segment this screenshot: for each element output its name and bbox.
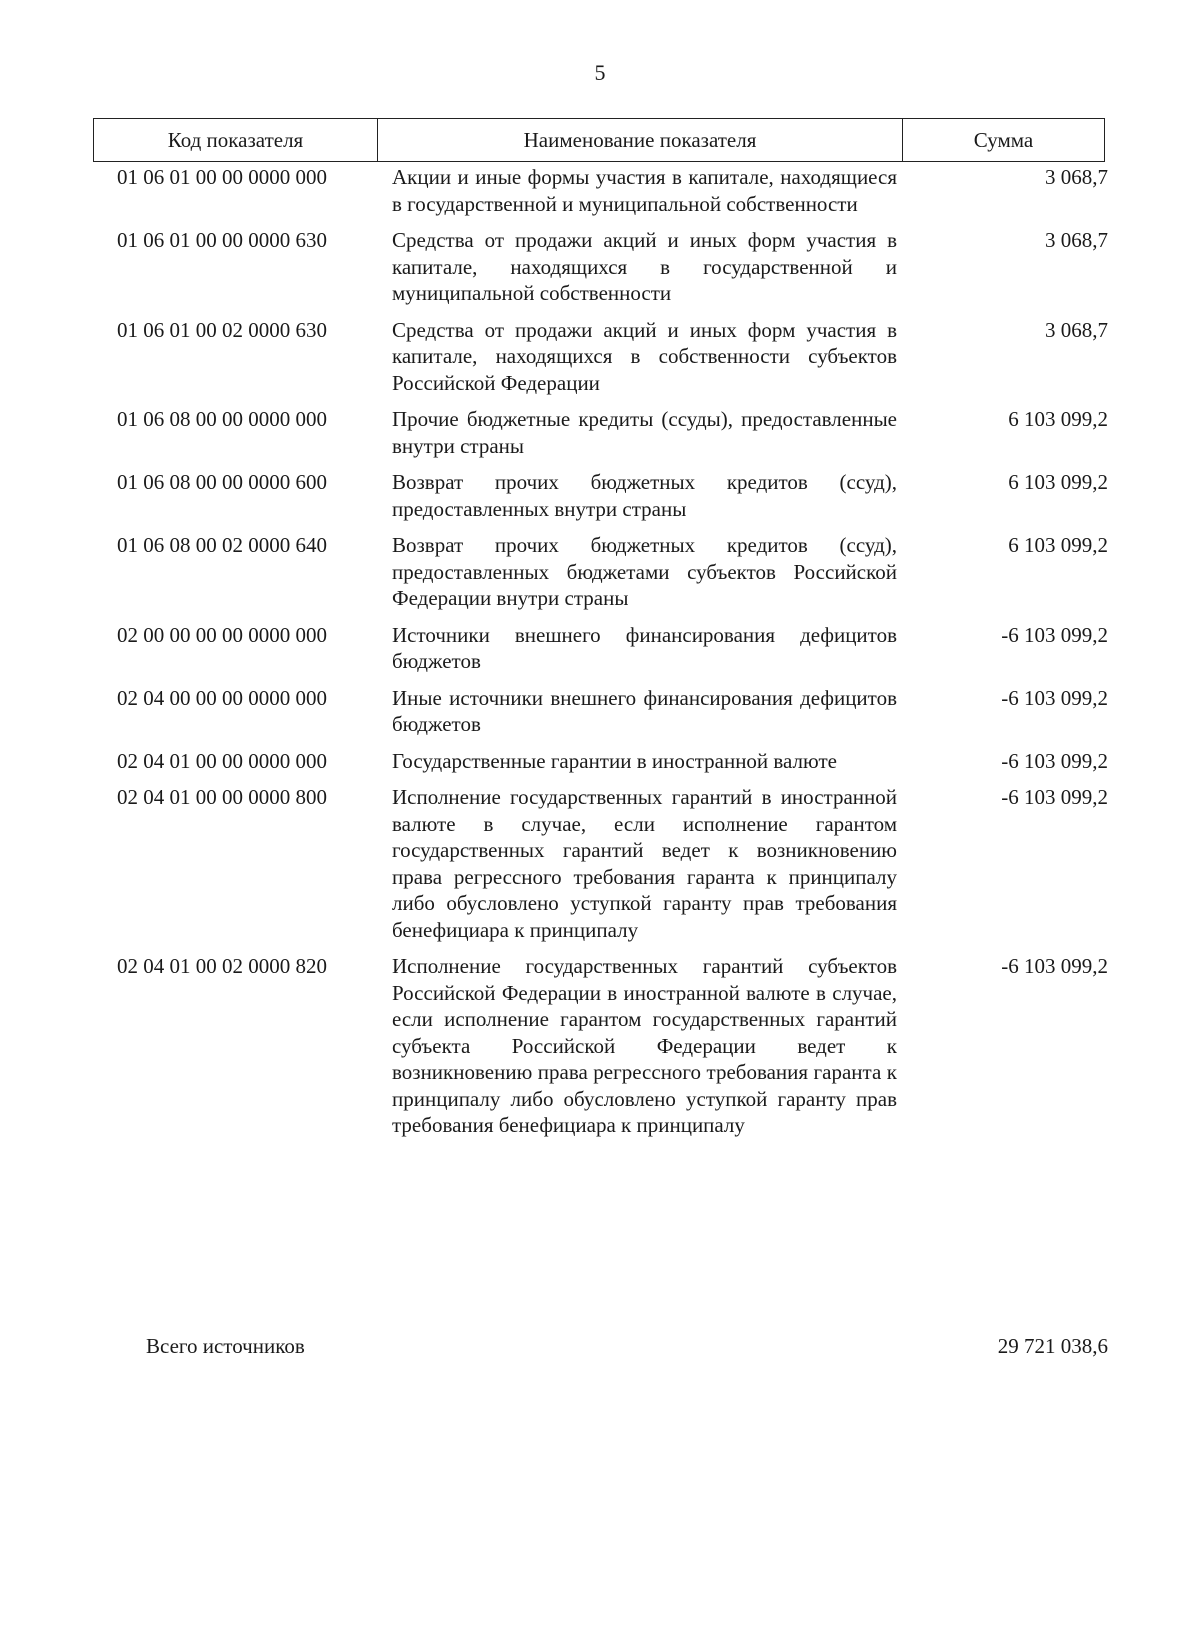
row-amount: 3 068,7 [1045,228,1108,252]
header-amount: Сумма [973,127,1034,152]
row-amount: -6 103 099,2 [1001,954,1108,978]
header-name: Наименование показателя [378,119,903,161]
row-amount: 6 103 099,2 [1008,470,1108,494]
row-name: Акции и иные формы участия в капитале, находящиеся в государственной и муниципальной собственности [392,165,897,216]
table-row [0,317,1200,397]
total-amount: 29 721 038,6 [997,1334,1108,1358]
table-row [0,784,1200,943]
row-name: Средства от продажи акций и иных форм участия в капитале, находящихся в собственности субъектов Российской Федерации [392,317,897,395]
row-code: 01 06 01 00 02 0000 630 [117,317,327,342]
row-code: 01 06 08 00 02 0000 640 [117,533,327,557]
table-row [0,164,1200,217]
row-amount: -6 103 099,2 [1001,748,1108,773]
row-name: Исполнение государственных гарантий в иностранной валюте в случае, если исполнение гарантом государственных гарантий ведет к возникновению права регрессного требования гаранта к принципалу либо обусловлено уступкой гаранту прав требования бенефициара к принципалу [392,785,897,942]
row-code: 01 06 01 00 00 0000 000 [117,165,327,189]
row-name: Исполнение государственных гарантий субъектов Российской Федерации в иностранной валюте в случае, если исполнение гарантом государственных гарантий субъекта Российской Федерации ведет к возникновению права регрессного требования гаранта к принципалу либо обусловлено уступкой гаранту прав требования бенефициара к принципалу [392,954,897,1137]
row-code: 01 06 01 00 00 0000 630 [117,228,327,252]
row-code: 01 06 08 00 00 0000 000 [117,407,327,431]
table-row [0,953,1200,1139]
header-code: Код показателя [94,119,378,161]
row-name: Возврат прочих бюджетных кредитов (ссуд), предоставленных внутри страны [392,470,897,521]
row-amount: -6 103 099,2 [1001,622,1108,647]
table-row [0,622,1200,675]
total-label: Всего источников [146,1334,305,1358]
row-amount: 6 103 099,2 [1008,407,1108,431]
page-number: 5 [594,60,606,85]
table-row [0,227,1200,307]
row-name: Средства от продажи акций и иных форм участия в капитале, находящихся в государственной и муниципальной собственности [392,228,897,305]
table-row [0,748,1200,775]
row-code: 02 04 01 00 00 0000 800 [117,785,327,809]
row-code: 01 06 08 00 00 0000 600 [117,470,327,494]
table-row [0,406,1200,459]
row-code: 02 04 01 00 02 0000 820 [117,954,327,978]
row-name: Источники внешнего финансирования дефицитов бюджетов [392,622,897,673]
row-amount: -6 103 099,2 [1001,685,1108,710]
table-row [0,469,1200,522]
table-body [0,164,1200,1139]
row-name: Иные источники внешнего финансирования дефицитов бюджетов [392,685,897,736]
row-amount: 3 068,7 [1045,317,1108,342]
table-row [0,532,1200,612]
row-code: 02 04 00 00 00 0000 000 [117,685,327,710]
row-amount: -6 103 099,2 [1001,785,1108,809]
row-code: 02 00 00 00 00 0000 000 [117,622,327,647]
row-name: Государственные гарантии в иностранной валюте [392,748,837,773]
row-code: 02 04 01 00 00 0000 000 [117,748,327,773]
table-header [93,118,1105,162]
row-amount: 3 068,7 [1045,165,1108,189]
row-name: Прочие бюджетные кредиты (ссуды), предоставленные внутри страны [392,407,897,458]
table-row [0,685,1200,738]
row-name: Возврат прочих бюджетных кредитов (ссуд), предоставленных бюджетами субъектов Российской Федерации внутри страны [392,533,897,610]
row-amount: 6 103 099,2 [1008,533,1108,557]
